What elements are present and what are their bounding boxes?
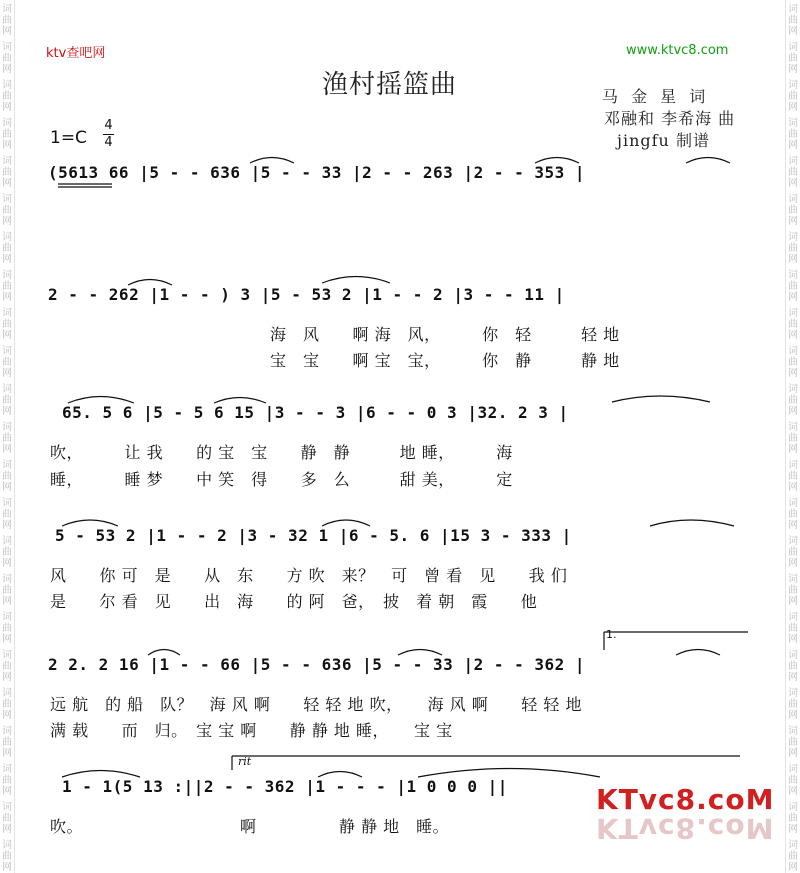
tie-slur xyxy=(322,277,390,284)
side-watermark-glyph: 曲 xyxy=(2,509,12,520)
side-watermark-glyph: 词 xyxy=(788,498,798,509)
side-watermark-glyph: 曲 xyxy=(2,243,12,254)
side-watermark-glyph: 词 xyxy=(2,270,12,281)
side-watermark-glyph: 词 xyxy=(2,308,12,319)
side-watermark-glyph: 曲 xyxy=(788,813,798,824)
lyric-row-3-verse-2: 睡， 睡 梦 中 笑 得 多 么 甜 美， 定 xyxy=(50,470,513,489)
side-watermark-glyph: 词 xyxy=(788,4,798,15)
side-watermark-glyph: 网 xyxy=(788,444,798,455)
lyricist-credit: 马 金 星 词 xyxy=(602,87,710,106)
side-watermark-glyph: 词 xyxy=(788,194,798,205)
side-watermark-glyph: 曲 xyxy=(2,851,12,862)
side-watermark-glyph: 词 xyxy=(2,574,12,585)
tie-slur xyxy=(612,396,710,402)
side-watermark-glyph: 词 xyxy=(788,308,798,319)
side-watermark-glyph: 词 xyxy=(2,80,12,91)
side-watermark-glyph: 词 xyxy=(788,650,798,661)
triplet-slur xyxy=(128,280,172,286)
site-watermark-right[interactable]: www.ktvc8.com xyxy=(626,43,729,58)
tie-slur xyxy=(68,397,134,404)
side-watermark-glyph: 词 xyxy=(788,612,798,623)
side-watermark-glyph: 曲 xyxy=(788,357,798,368)
triplet-slur xyxy=(535,158,579,164)
side-watermark-glyph: 词 xyxy=(788,42,798,53)
side-watermark-glyph: 词 xyxy=(788,688,798,699)
site-watermark-left[interactable]: ktv查吧网 xyxy=(46,46,106,61)
lyric-row-5-verse-2: 满 载 而 归。 宝 宝 啊 静 静 地 睡， 宝 宝 xyxy=(50,721,453,740)
lyric-row-2-verse-1: 海 风 啊 海 风， 你 轻 轻 地 xyxy=(270,325,620,344)
triplet-slur xyxy=(686,158,730,164)
side-watermark-glyph: 词 xyxy=(2,612,12,623)
time-signature-top: 4 xyxy=(104,118,113,133)
side-watermark-glyph: 曲 xyxy=(788,547,798,558)
side-watermark-glyph: 网 xyxy=(788,482,798,493)
side-watermark-glyph: 曲 xyxy=(2,813,12,824)
tie-slur xyxy=(418,769,600,778)
side-watermark-glyph: 词 xyxy=(2,118,12,129)
notation-row-5: 2 2. 2 16 |1 - - 66 |5 - - 636 |5 - - 33 |2 - - 362 | xyxy=(48,655,586,674)
side-watermark-glyph: 网 xyxy=(2,786,12,797)
side-watermark-glyph: 曲 xyxy=(2,547,12,558)
side-watermark-glyph: 曲 xyxy=(788,623,798,634)
side-watermark-glyph: 词 xyxy=(788,422,798,433)
time-signature-bottom: 4 xyxy=(104,135,113,150)
side-watermark-glyph: 网 xyxy=(788,140,798,151)
side-watermark-glyph: 网 xyxy=(2,520,12,531)
side-watermark-glyph: 曲 xyxy=(2,775,12,786)
side-watermark-glyph: 网 xyxy=(2,710,12,721)
side-watermark-glyph: 词 xyxy=(2,42,12,53)
triplet-slur xyxy=(676,650,720,656)
side-watermark-glyph: 网 xyxy=(2,596,12,607)
side-watermark-glyph: 网 xyxy=(2,330,12,341)
triplet-slur xyxy=(398,650,442,656)
lyric-row-2-verse-2: 宝 宝 啊 宝 宝， 你 静 静 地 xyxy=(270,351,620,370)
side-watermark-glyph: 网 xyxy=(788,368,798,379)
side-watermark-glyph: 词 xyxy=(2,650,12,661)
side-watermark-glyph: 网 xyxy=(788,254,798,265)
side-watermark-glyph: 曲 xyxy=(2,205,12,216)
tie-slur xyxy=(322,520,370,526)
side-watermark-glyph: 词 xyxy=(2,536,12,547)
ritardando-mark: rit xyxy=(238,755,252,768)
side-watermark-glyph: 网 xyxy=(2,558,12,569)
side-watermark-glyph: 网 xyxy=(788,634,798,645)
side-watermark-glyph: 网 xyxy=(788,862,798,873)
side-watermark-glyph: 网 xyxy=(788,558,798,569)
side-watermark-glyph: 网 xyxy=(2,216,12,227)
side-watermark-glyph: 词 xyxy=(2,840,12,851)
side-watermark-glyph: 曲 xyxy=(788,509,798,520)
side-watermark-glyph: 曲 xyxy=(788,699,798,710)
lyric-row-6-verse-1: 吹。 啊 静 静 地 睡。 xyxy=(50,817,450,836)
side-watermark-glyph: 曲 xyxy=(788,585,798,596)
side-watermark-glyph: 网 xyxy=(2,140,12,151)
lyric-row-5-verse-1: 远 航 的 船 队？ 海 风 啊 轻 轻 地 吹， 海 风 啊 轻 轻 地 xyxy=(50,695,582,714)
side-watermark-glyph: 网 xyxy=(788,64,798,75)
side-watermark-glyph: 网 xyxy=(2,368,12,379)
side-watermark-glyph: 网 xyxy=(2,64,12,75)
side-watermark-glyph: 词 xyxy=(2,384,12,395)
side-watermark-glyph: 网 xyxy=(2,292,12,303)
notation-row-1: (5613 66 |5 - - 636 |5 - - 33 |2 - - 263 |2 - - 353 | xyxy=(48,163,586,182)
side-watermark-glyph: 网 xyxy=(2,862,12,873)
side-watermark-glyph: 曲 xyxy=(788,775,798,786)
side-watermark-glyph: 网 xyxy=(788,330,798,341)
side-watermark-glyph: 曲 xyxy=(2,129,12,140)
side-watermark-glyph: 曲 xyxy=(2,357,12,368)
side-watermark-glyph: 词 xyxy=(2,156,12,167)
arranger-credit: jingfu 制谱 xyxy=(617,131,710,150)
side-watermark-glyph: 曲 xyxy=(2,471,12,482)
side-watermark-glyph: 曲 xyxy=(788,737,798,748)
side-watermark-glyph: 曲 xyxy=(788,15,798,26)
side-watermark-glyph: 词 xyxy=(788,118,798,129)
side-watermark-glyph: 网 xyxy=(788,216,798,227)
side-watermark-glyph: 网 xyxy=(2,672,12,683)
side-watermark-glyph: 曲 xyxy=(788,167,798,178)
side-watermark-glyph: 网 xyxy=(788,748,798,759)
side-watermark-glyph: 曲 xyxy=(788,129,798,140)
side-watermark-glyph: 网 xyxy=(2,406,12,417)
side-watermark-glyph: 曲 xyxy=(788,433,798,444)
side-watermark-glyph: 曲 xyxy=(788,851,798,862)
side-watermark-glyph: 词 xyxy=(788,802,798,813)
side-watermark-glyph: 词 xyxy=(788,460,798,471)
side-watermark-glyph: 词 xyxy=(788,536,798,547)
side-watermark-glyph: 词 xyxy=(2,726,12,737)
side-watermark-glyph: 词 xyxy=(2,802,12,813)
side-watermark-glyph: 曲 xyxy=(2,699,12,710)
tie-slur xyxy=(214,398,266,404)
notation-row-4: 5 - 53 2 |1 - - 2 |3 - 32 1 |6 - 5. 6 |15 3 - 333 | xyxy=(55,526,572,545)
triplet-slur xyxy=(250,158,294,164)
side-watermark-glyph: 曲 xyxy=(2,319,12,330)
side-watermark-glyph: 网 xyxy=(2,254,12,265)
side-watermark-glyph: 曲 xyxy=(788,53,798,64)
side-watermark-glyph: 词 xyxy=(788,270,798,281)
side-watermark-glyph: 网 xyxy=(2,634,12,645)
lyric-row-4-verse-2: 是 尔 看 见 出 海 的 阿 爸， 披 着 朝 霞 他 xyxy=(50,592,538,611)
side-watermark-glyph: 词 xyxy=(2,346,12,357)
side-watermark-glyph: 曲 xyxy=(788,661,798,672)
side-watermark-glyph: 词 xyxy=(2,498,12,509)
side-watermark-glyph: 曲 xyxy=(2,585,12,596)
side-watermark-glyph: 词 xyxy=(788,232,798,243)
side-watermark-glyph: 网 xyxy=(2,482,12,493)
side-watermark-glyph: 网 xyxy=(788,786,798,797)
side-watermark-glyph: 网 xyxy=(788,102,798,113)
side-watermark-glyph: 网 xyxy=(2,824,12,835)
side-watermark-glyph: 网 xyxy=(788,672,798,683)
side-watermark-glyph: 词 xyxy=(2,460,12,471)
side-watermark-glyph: 网 xyxy=(2,26,12,37)
volta-number: 1. xyxy=(606,628,617,641)
side-watermark-glyph: 曲 xyxy=(2,91,12,102)
side-watermark-glyph: 曲 xyxy=(2,53,12,64)
side-watermark-glyph: 曲 xyxy=(788,91,798,102)
logo-watermark: KTvc8.coM xyxy=(596,783,775,816)
side-watermark-glyph: 词 xyxy=(788,840,798,851)
side-watermark-glyph: 曲 xyxy=(2,395,12,406)
key-signature: 1=C xyxy=(50,128,87,148)
side-watermark-glyph: 曲 xyxy=(2,167,12,178)
side-watermark-glyph: 曲 xyxy=(2,433,12,444)
lyric-row-4-verse-1: 风 你 可 是 从 东 方 吹 来？ 可 曾 看 见 我 们 xyxy=(50,566,568,585)
side-watermark-glyph: 词 xyxy=(788,726,798,737)
side-watermark-glyph: 词 xyxy=(788,574,798,585)
tie-slur xyxy=(650,520,734,526)
side-watermark-glyph: 曲 xyxy=(788,205,798,216)
notation-row-3: 65. 5 6 |5 - 5 6 15 |3 - - 3 |6 - - 0 3 |32. 2 3 | xyxy=(62,403,569,422)
side-watermark-glyph: 曲 xyxy=(788,243,798,254)
side-watermark-glyph: 词 xyxy=(788,156,798,167)
tie-slur xyxy=(148,650,180,656)
side-watermark-glyph: 曲 xyxy=(2,737,12,748)
side-watermark-glyph: 网 xyxy=(2,102,12,113)
side-watermark-glyph: 网 xyxy=(788,178,798,189)
side-watermark-glyph: 网 xyxy=(2,748,12,759)
side-watermark-glyph: 网 xyxy=(788,406,798,417)
side-watermark-glyph: 网 xyxy=(2,178,12,189)
side-watermark-glyph: 曲 xyxy=(2,15,12,26)
side-watermark-glyph: 词 xyxy=(788,346,798,357)
side-watermark-glyph: 词 xyxy=(788,80,798,91)
side-watermark-glyph: 曲 xyxy=(788,471,798,482)
side-watermark-glyph: 词 xyxy=(2,764,12,775)
triplet-slur xyxy=(318,772,362,778)
side-watermark-glyph: 词 xyxy=(2,232,12,243)
logo-watermark-reflection: KTvc8.coM xyxy=(596,812,775,845)
side-watermark-glyph: 曲 xyxy=(788,395,798,406)
side-watermark-glyph: 曲 xyxy=(788,319,798,330)
tie-slur xyxy=(62,771,140,778)
side-watermark-glyph: 曲 xyxy=(788,281,798,292)
side-watermark-glyph: 网 xyxy=(788,710,798,721)
side-watermark-glyph: 曲 xyxy=(2,623,12,634)
side-watermark-glyph: 词 xyxy=(2,4,12,15)
side-watermark-glyph: 网 xyxy=(788,26,798,37)
side-watermark-glyph: 曲 xyxy=(2,661,12,672)
side-watermark-glyph: 网 xyxy=(2,444,12,455)
side-watermark-glyph: 网 xyxy=(788,520,798,531)
side-watermark-glyph: 网 xyxy=(788,824,798,835)
side-watermark-glyph: 词 xyxy=(2,194,12,205)
notation-row-2: 2 - - 262 |1 - - ) 3 |5 - 53 2 |1 - - 2 |3 - - 11 | xyxy=(48,285,565,304)
side-watermark-glyph: 词 xyxy=(788,764,798,775)
side-watermark-glyph: 网 xyxy=(788,596,798,607)
lyric-row-3-verse-1: 吹， 让 我 的 宝 宝 静 静 地 睡， 海 xyxy=(50,443,513,462)
composer-credit: 邓融和 李希海 曲 xyxy=(604,109,736,128)
side-watermark-glyph: 曲 xyxy=(2,281,12,292)
notation-row-6: 1 - 1(5 13 :||2 - - 362 |1 - - - |1 0 0 0 || xyxy=(62,777,508,796)
song-title: 渔村摇篮曲 xyxy=(322,70,458,100)
side-watermark-glyph: 词 xyxy=(2,688,12,699)
tie-slur xyxy=(62,520,118,526)
side-watermark-glyph: 词 xyxy=(788,384,798,395)
side-watermark-glyph: 词 xyxy=(2,422,12,433)
side-watermark-glyph: 网 xyxy=(788,292,798,303)
